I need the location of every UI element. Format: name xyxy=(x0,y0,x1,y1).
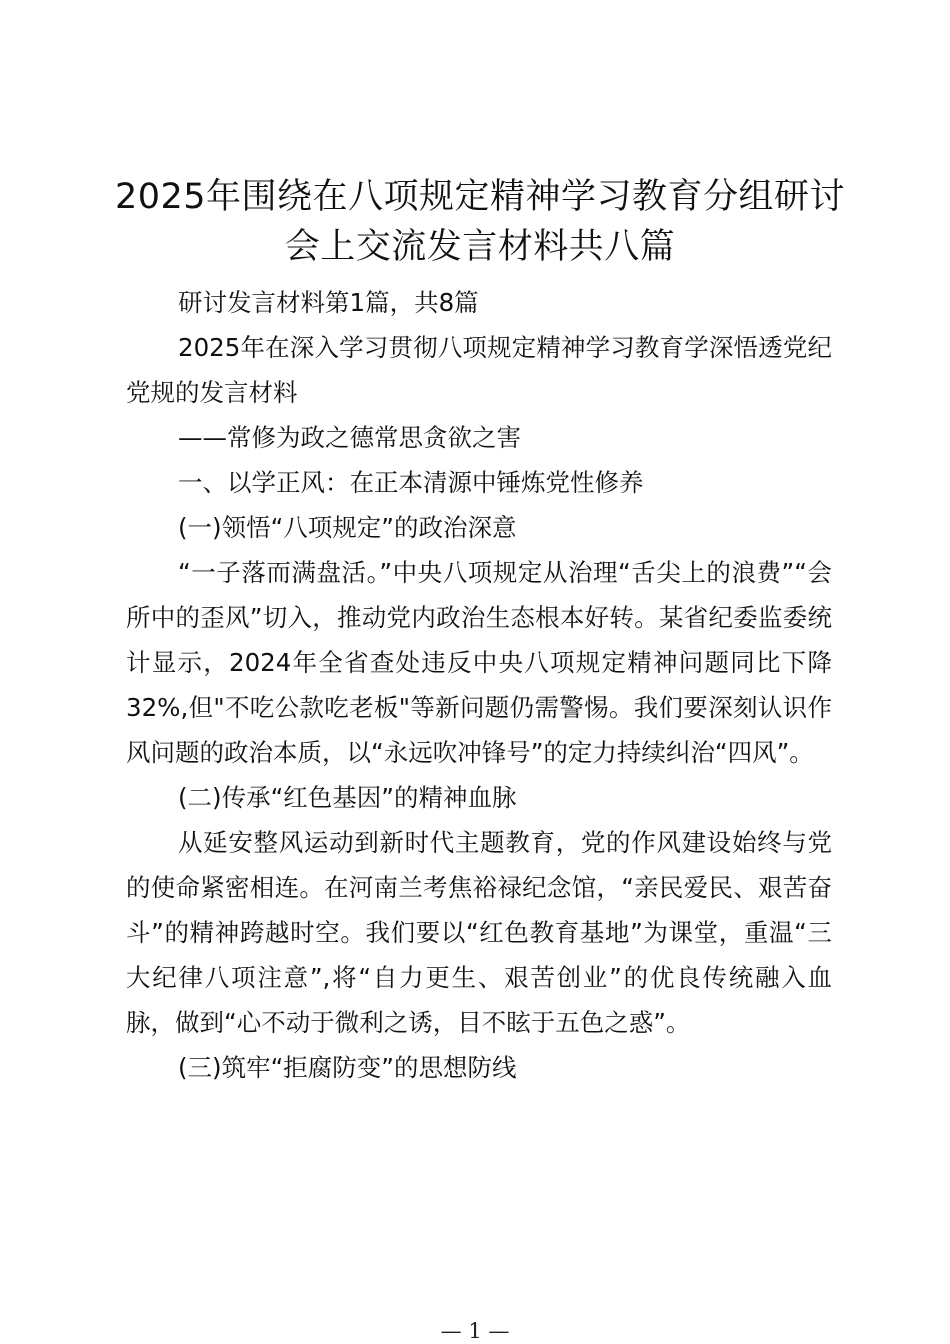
subsection-heading-1: (一)领悟“八项规定”的政治深意 xyxy=(178,513,517,542)
document-title: 2025年围绕在八项规定精神学习教育分组研讨会上交流发言材料共八篇 xyxy=(114,177,846,267)
article-title: 2025年在深入学习贯彻八项规定精神学习教育学深悟透党纪党规的发言材料 xyxy=(126,333,832,407)
document-body xyxy=(126,280,832,1090)
subsection-heading-2: (二)传承“红色基因”的精神血脉 xyxy=(178,783,517,812)
section-heading-1: 一、以学正风：在正本清源中锤炼党性修养 xyxy=(178,468,644,497)
article-index-line: 研讨发言材料第1篇，共8篇 xyxy=(178,288,479,317)
article-subtitle: ——常修为政之德常思贪欲之害 xyxy=(178,423,521,452)
page-number: — 1 — xyxy=(440,1319,510,1343)
subsection-heading-3: (三)筑牢“拒腐防变”的思想防线 xyxy=(178,1053,517,1082)
body-paragraph-2: 从延安整风运动到新时代主题教育，党的作风建设始终与党的使命紧密相连。在河南兰考焦裕禄纪念馆，“亲民爱民、艰苦奋斗”的精神跨越时空。我们要以“红色教育基地”为课堂，重温“三大纪律八项注意”,将“自力更生、艰苦创业”的优良传统融入血脉，做到“心不动于微利之诱，目不眩于五色之惑”。 xyxy=(126,828,832,1037)
body-paragraph-1: “一子落而满盘活。”中央八项规定从治理“舌尖上的浪费”“会所中的歪风”切入，推动党内政治生态根本好转。某省纪委监委统计显示，2024年全省查处违反中央八项规定精神问题同比下降32%,但"不吃公款吃老板"等新问题仍需警惕。我们要深刻认识作风问题的政治本质，以“永远吹冲锋号”的定力持续纠治“四风”。 xyxy=(126,558,832,767)
